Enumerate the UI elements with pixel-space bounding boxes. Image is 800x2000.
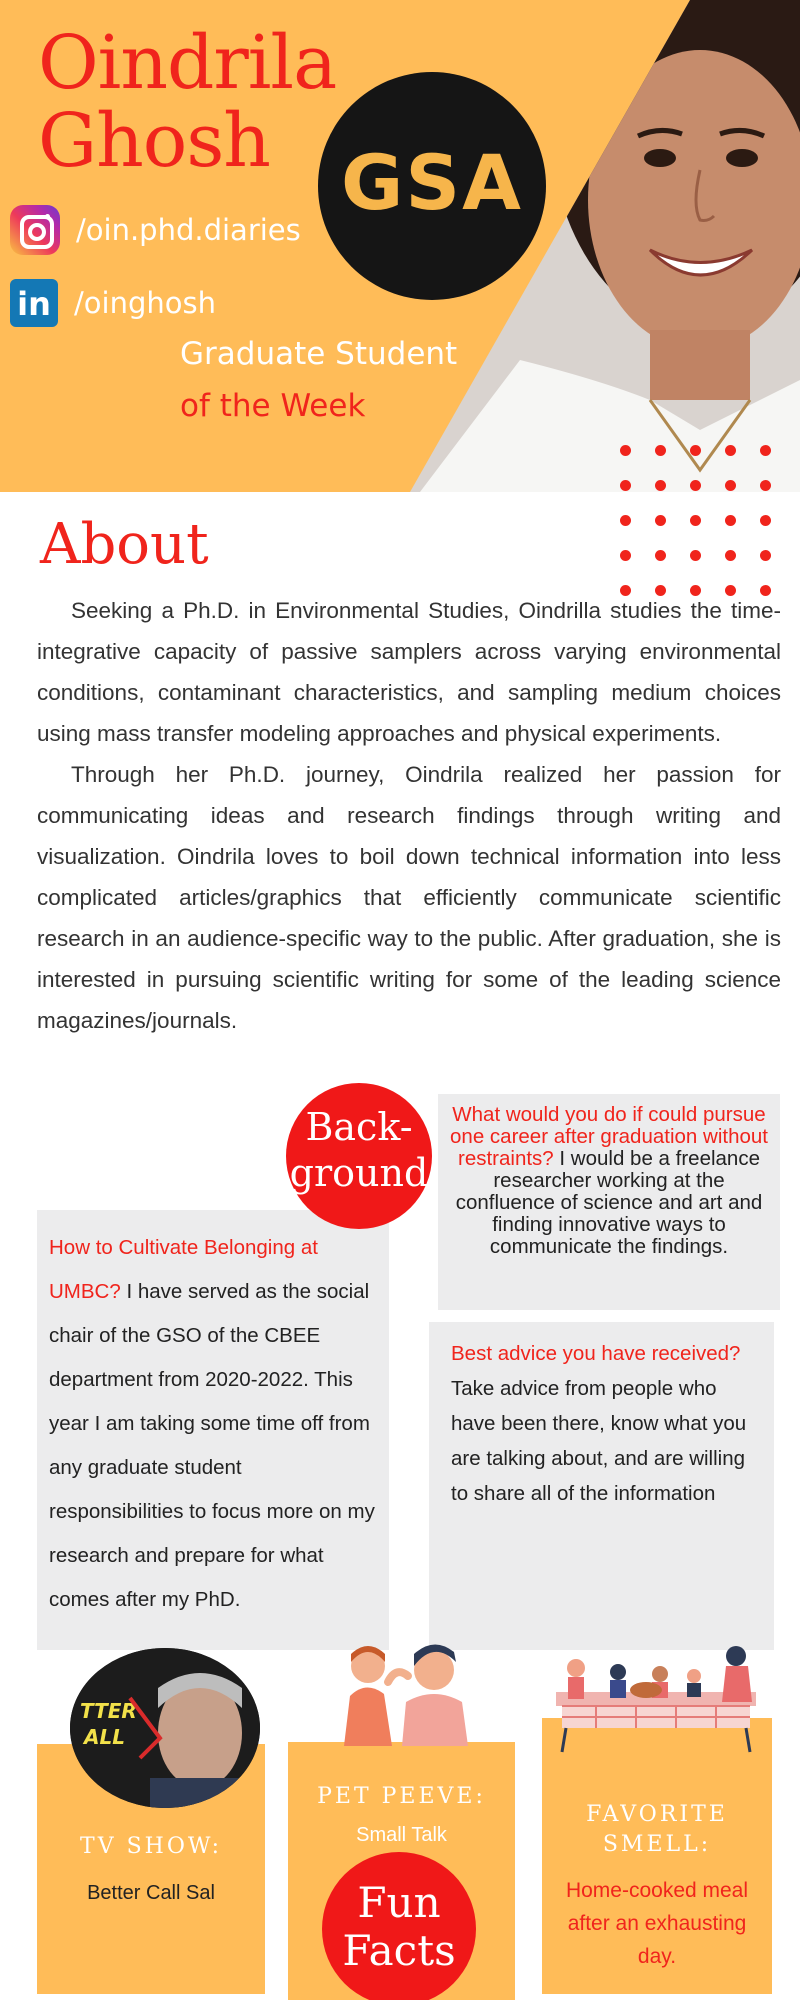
background-badge-line1: Back- — [305, 1105, 413, 1149]
advice-box — [429, 1322, 774, 1650]
linkedin-link[interactable] — [10, 277, 216, 329]
pet-peeve-label: PET PEEVE: — [317, 1784, 486, 1809]
favorite-smell-value: Home-cooked meal after an exhausting day. — [565, 1879, 749, 1968]
student-name — [38, 20, 337, 184]
feature-title-line2: of the Week — [180, 388, 366, 424]
advice-question: Best advice you have received? — [451, 1342, 741, 1365]
name-first: Oindrila — [38, 20, 337, 106]
tv-show-poster — [70, 1648, 260, 1808]
career-question: What would you do if could pursue one career after graduation without restraints? — [450, 1103, 768, 1170]
tv-show-label: TV SHOW: — [80, 1834, 222, 1859]
instagram-link[interactable] — [10, 204, 301, 256]
tv-poster-text-1: TTER — [80, 1699, 137, 1723]
background-badge-line2: ground — [289, 1151, 429, 1195]
fun-facts-badge — [322, 1852, 476, 2000]
instagram-icon — [10, 205, 60, 255]
belonging-question: How to Cultivate Belonging at UMBC? — [49, 1236, 318, 1303]
about-section — [37, 590, 781, 1041]
career-box — [438, 1094, 780, 1310]
feature-title-line1: Graduate Student — [180, 336, 458, 372]
family-dinner-illustration — [536, 1642, 776, 1754]
favorite-smell-card — [542, 1718, 772, 1994]
two-people-talking-illustration — [336, 1636, 476, 1748]
favorite-smell-label-1: FAVORITE — [586, 1802, 728, 1827]
about-paragraph-2: Through her Ph.D. journey, Oindrila realized her passion for communicating ideas and research findings through writing and visualization. Oindrila loves to boil down technical information into less complicated articles/graphics that efficiently communicate scientific research in an audience-specific way to the public. After graduation, she is interested in pursuing scientific writing for some of the leading science magazines/journals. — [37, 762, 781, 1033]
tv-show-value: Better Call Sal — [87, 1882, 215, 1904]
red-dots-decoration — [620, 445, 790, 605]
advice-answer: Take advice from people who have been there, know what you are talking about, and are willing to share all of the information — [451, 1377, 747, 1505]
about-heading: About — [40, 512, 209, 577]
background-badge — [286, 1083, 432, 1229]
header-banner — [0, 0, 800, 492]
linkedin-icon: in — [10, 279, 58, 327]
name-last: Ghosh — [38, 98, 270, 184]
about-paragraph-1: Seeking a Ph.D. in Environmental Studies, Oindrilla studies the time-integrative capacity of passive samplers across varying environmental conditions, contaminant characteristics, and sampling medium choices using mass transfer modeling approaches and physical experiments. — [37, 598, 781, 746]
tv-poster-text-2: ALL — [84, 1725, 125, 1749]
tv-show-image — [70, 1648, 260, 1808]
belonging-answer: I have served as the social chair of the GSO of the CBEE department from 2020-2022. This year I am taking some time off from any graduate student responsibilities to focus more on my research and prepare for what comes after my PhD. — [49, 1280, 375, 1611]
fun-facts-line1: Fun — [357, 1878, 441, 1927]
gsa-logo — [318, 72, 546, 300]
instagram-handle: /oin.phd.diaries — [76, 213, 301, 247]
linkedin-handle: /oinghosh — [74, 286, 216, 320]
pet-peeve-value: Small Talk — [356, 1824, 447, 1846]
favorite-smell-label-2: SMELL: — [602, 1832, 712, 1857]
belonging-box — [37, 1210, 389, 1650]
gsa-logo-text: GSA — [341, 138, 523, 227]
fun-facts-line2: Facts — [342, 1926, 456, 1975]
career-answer: I would be a freelance researcher working at the confluence of science and art and finding innovative ways to communicate the findings. — [455, 1147, 763, 1258]
